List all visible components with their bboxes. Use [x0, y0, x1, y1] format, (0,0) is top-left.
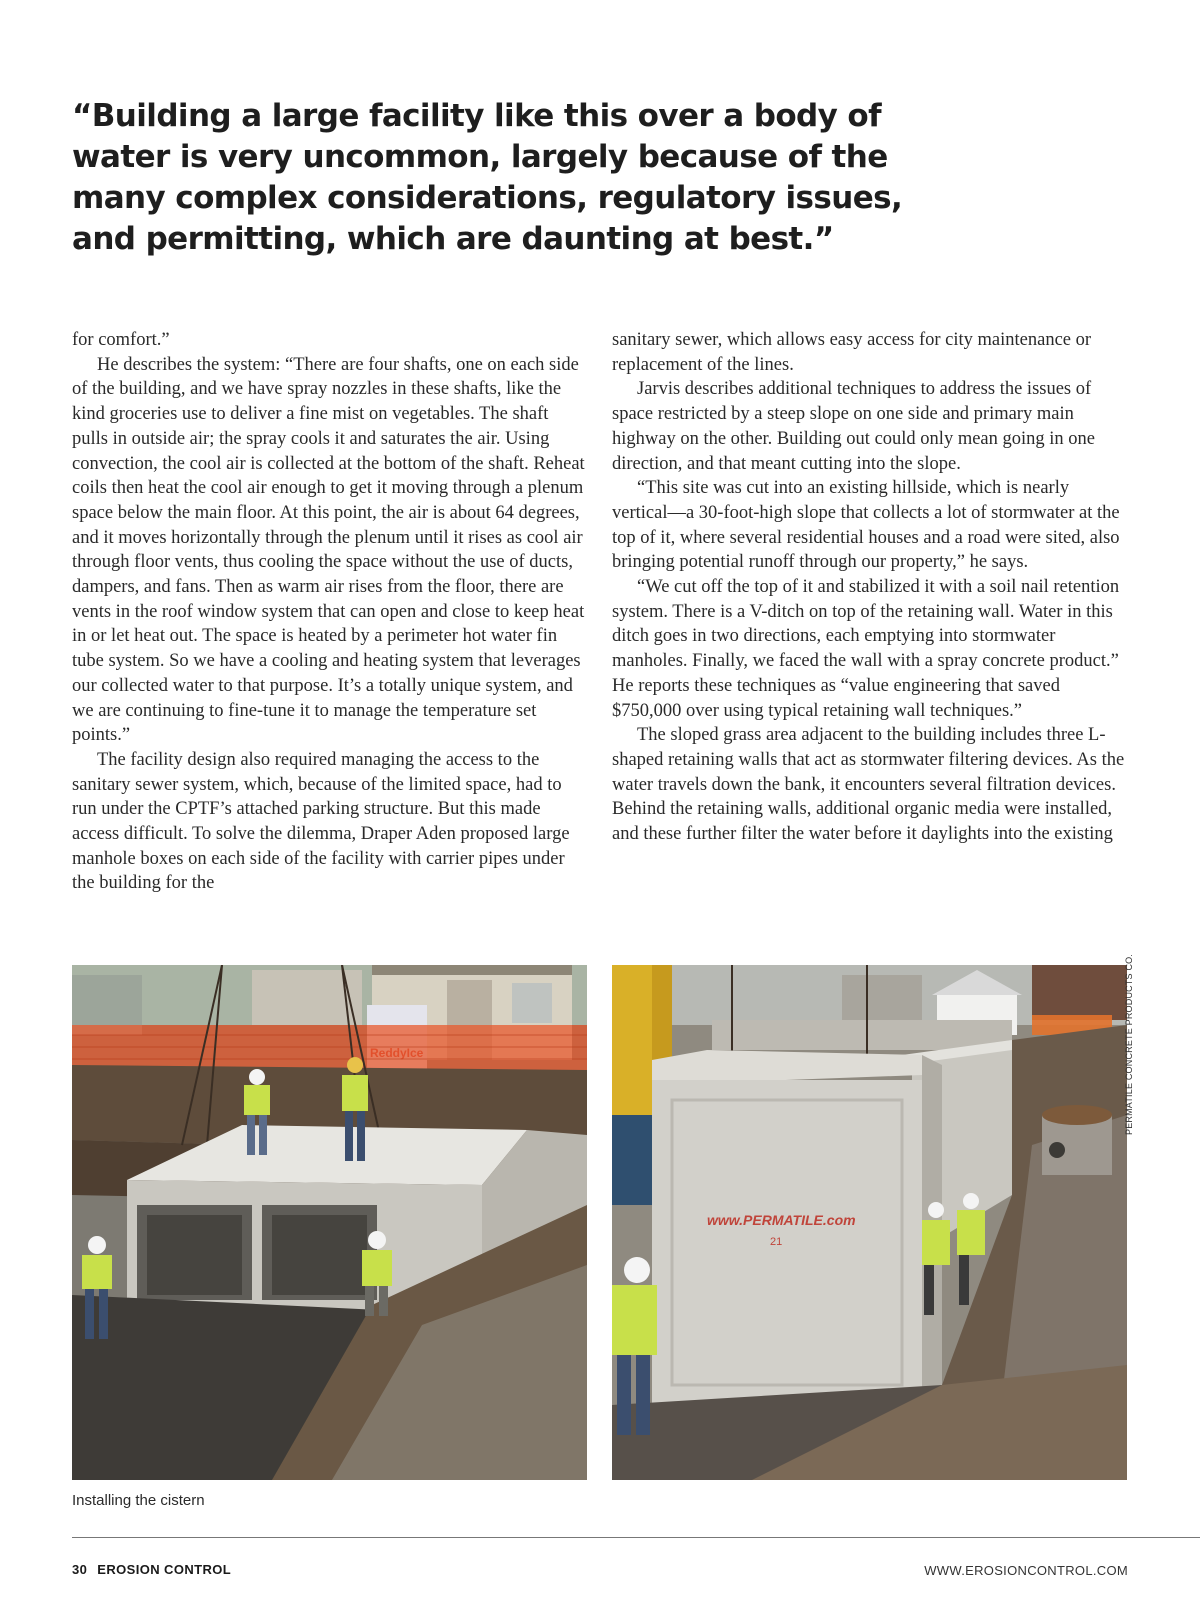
- photo-caption: Installing the cistern: [72, 1492, 205, 1509]
- footer-website: WWW.EROSIONCONTROL.COM: [924, 1563, 1128, 1578]
- box-number-text: 21: [770, 1236, 783, 1248]
- paragraph: He describes the system: “There are four shafts, one on each side of the building, and we have spray nozzles in these shafts, like the kind groceries use to deliver a fine mist on vegetables. The shaft pulls in outside air; the spray cools it and saturates the air. Using convection, the cool air is collected at the bottom of the shaft. Reheat coils then heat the cool air enough to get it moving through a plenum space below the main floor. At this point, the air is about 64 degrees, and it moves horizontally through the plenum until it rises as cool air through floor vents, thus cooling the space without the use of ducts, dampers, and fans. Then as warm air rises from the floor, there are vents in the roof window system that can open and close to keep heat in or let heat out. The space is heated by a perimeter hot water fin tube system. So we have a cooling and heating system that leverages our collected water to that purpose. It’s a totally unique system, and we are continuing to fine-tune it to manage the temperature set points.”: [72, 354, 585, 746]
- paragraph: “We cut off the top of it and stabilized it with a soil nail retention system. There is a V-ditch on top of the retaining wall. Water in this ditch goes in two directions, each emptying into stormwater manholes. Finally, we faced the wall with a spray concrete product.” He reports these techniques as “value engineering that saved $750,000 over using typical retaining wall techniques.”: [612, 577, 1120, 721]
- footer-divider: [72, 1537, 1200, 1538]
- cistern-photo-left: [72, 965, 587, 1480]
- photo-credit: PERMATILE CONCRETE PRODUCTS CO.: [1124, 953, 1134, 1135]
- concrete-box-face: [652, 1080, 922, 1405]
- paragraph: “This site was cut into an existing hillside, which is nearly vertical—a 30-foot-high slope that collects a lot of stormwater at the top of it, where several residential houses and a road were sited, also bringing potential runoff through our property,” he says.: [612, 478, 1120, 573]
- paragraph: The facility design also required managing the access to the sanitary sewer system, which, because of the limited space, had to run under the CPTF’s attached parking structure. But this made access difficult. To solve the dilemma, Draper Aden proposed large manhole boxes on each side of the facility with carrier pipes under the building for the: [72, 749, 570, 894]
- paragraph: The sloped grass area adjacent to the building includes three L-shaped retaining walls that act as stormwater filtering devices. As the water travels down the bank, it encounters several filtration devices. Behind the retaining walls, additional organic media were installed, and these further filter the water before it daylights into the existing: [612, 725, 1125, 845]
- paragraph: sanitary sewer, which allows easy access for city maintenance or replacement of the lines.: [612, 330, 1092, 375]
- footer-folio: [72, 1562, 231, 1577]
- paragraph: Jarvis describes additional techniques to address the issues of space restricted by a steep slope on one side and primary main highway on the other. Building out could only mean going in one direction, and that meant cutting into the slope.: [612, 379, 1095, 474]
- page-number: 30: [72, 1562, 88, 1577]
- article-column-right: [612, 328, 1127, 847]
- magazine-name: EROSION CONTROL: [97, 1562, 232, 1577]
- cistern-photo-right: [612, 965, 1127, 1480]
- pull-quote: “Building a large facility like this over a body of water is very uncommon, largely because of the many complex considerations, regulatory issues, and permitting, which are daunting at best.”: [72, 98, 903, 257]
- article-column-left: [72, 328, 587, 896]
- box-brand-text: www.PERMATILE.com: [707, 1212, 856, 1228]
- paragraph: for comfort.”: [72, 330, 170, 350]
